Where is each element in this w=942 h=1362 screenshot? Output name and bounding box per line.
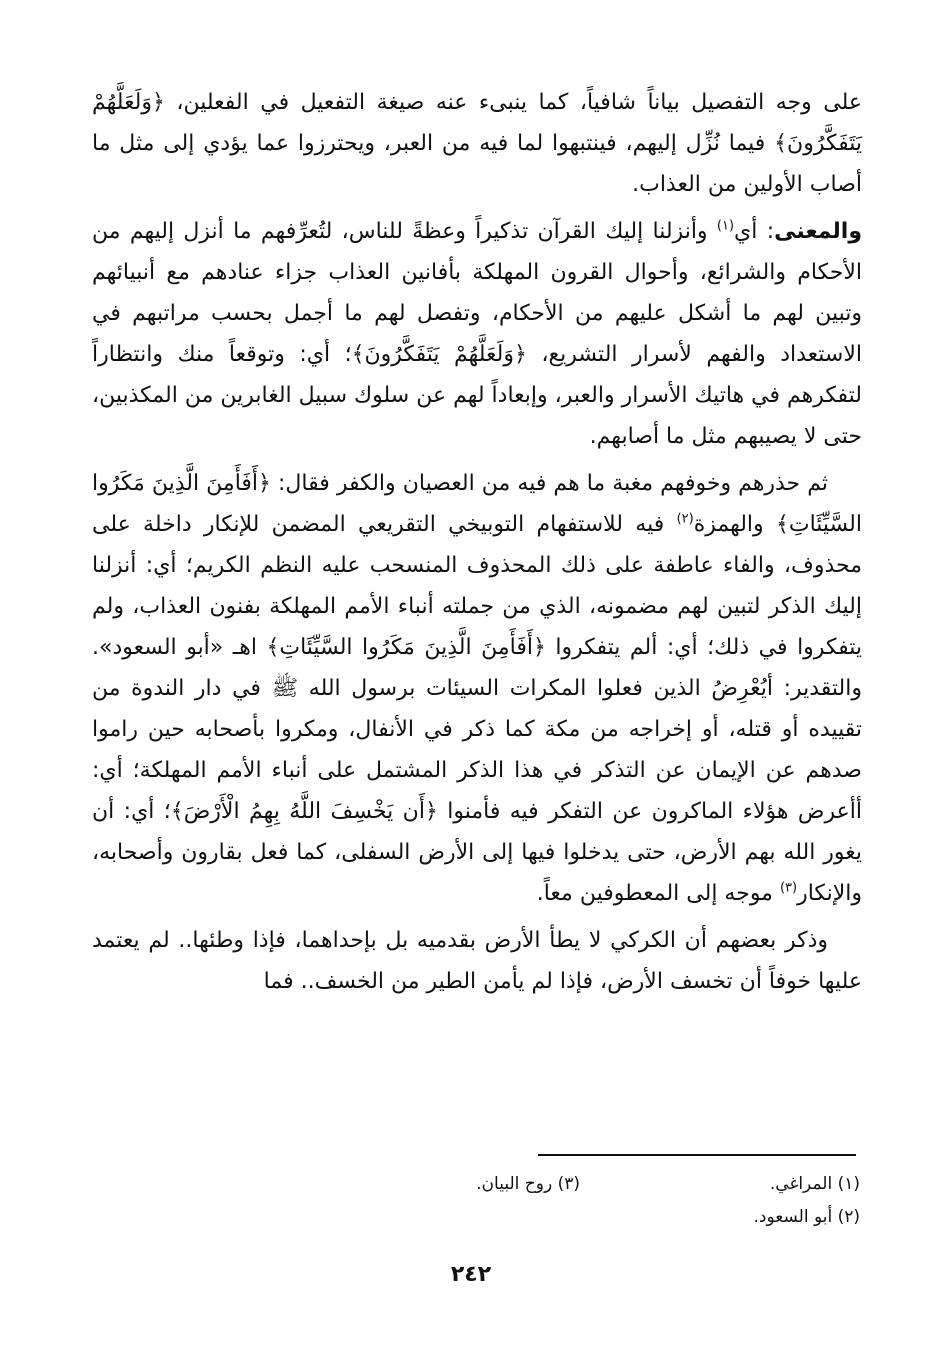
footnote-marker[interactable]: (٣) xyxy=(779,880,798,896)
text: على وجه التفصيل بياناً شافياً، كما ينبىء عنه صيغة التفعيل في الفعلين، xyxy=(164,90,862,115)
main-text xyxy=(92,82,862,1008)
text: فيما نُزِّل إليهم، فينتبهوا لما فيه من العبر، ويحترزوا عما يؤدي إلى مثل ما أصاب الأولين من العذاب. xyxy=(92,131,862,197)
paragraph-lead: والمعنى xyxy=(774,219,862,244)
text: موجه إلى المعطوفين معاً. xyxy=(536,881,780,906)
text: : أي xyxy=(734,219,775,244)
page-number: ٢٤٢ xyxy=(450,1262,492,1287)
paragraph-3 xyxy=(92,463,862,914)
text: وذكر بعضهم أن الكركي لا يطأ الأرض بقدميه بل بإحداهما، فإذا وطئها.. لم يعتمد عليها خوفاً أن تخسف الأرض، فإذا لم يأمن الطير من الخسف.. فما xyxy=(92,928,862,994)
quran-verse: ﴿وَلَعَلَّهُمْ يَتَفَكَّرُونَ﴾ xyxy=(351,342,527,367)
footnote-1: (١) المراغي. xyxy=(769,1174,860,1194)
quran-verse: ﴿أَفَأَمِنَ الَّذِينَ مَكَرُوا السَّيِّئَاتِ﴾ xyxy=(92,471,862,537)
text: ؛ أي: أن يغور الله بهم الأرض، حتى يدخلوا فيها إلى الأرض السفلى، كما فعل بقارون وأصحابه، والإنكار xyxy=(92,799,862,906)
text: ثم حذرهم وخوفهم مغبة ما هم فيه من العصيان والكفر فقال: xyxy=(270,471,828,496)
footnote-3: (٣) روح البيان. xyxy=(476,1174,580,1194)
quran-verse: ﴿أَفَأَمِنَ الَّذِينَ مَكَرُوا السَّيِّئَاتِ﴾ xyxy=(266,635,546,660)
paragraph-2 xyxy=(92,211,862,457)
paragraph-4 xyxy=(92,920,862,1002)
footnote-marker[interactable]: (١) xyxy=(716,218,735,234)
footnote-marker[interactable]: (٢) xyxy=(676,511,694,527)
footnote-row xyxy=(300,1168,860,1201)
text: ؛ أي: وتوقعاً منك وانتظاراً لتفكرهم في هاتيك الأسرار والعبر، وإبعاداً لهم عن سلوك سبيل الغابرين من المكذبين، حتى لا يصيبهم مثل ما أصابهم. xyxy=(92,342,862,449)
text: اهـ «أبو السعود». والتقدير: أيُعْرِضُ الذين فعلوا المكرات السيئات برسول الله ﷺ في دار الندوة من تقييده أو قتله، أو إخراجه من مكة كما ذكر في الأنفال، ومكروا بأصحابه حين راموا صدهم عن الإيمان عن التذكر في هذا الذكر المشتمل على أنباء الأمم المهلكة؛ أي: أأعرض هؤلاء الماكرون عن التفكر فيه فأمنوا xyxy=(92,635,862,824)
footnote-divider xyxy=(538,1154,856,1156)
footnote-2: (٢) أبو السعود. xyxy=(753,1207,860,1227)
paragraph-1 xyxy=(92,82,862,205)
footnote-row xyxy=(300,1201,860,1234)
text: وأنزلنا إليك القرآن تذكيراً وعظةً للناس، لتُعرِّفهم ما أنزل إليهم من الأحكام والشرائع، وأحوال القرون المهلكة بأفانين العذاب جزاء عنادهم مع أنبيائهم وتبين لهم ما أشكل عليهم من الأحكام، وتفصل لهم ما أجمل بحسب مراتبهم في الاستعداد والفهم لأسرار التشريع، xyxy=(92,219,862,367)
footnotes xyxy=(300,1168,860,1234)
text: والهمزة xyxy=(693,512,776,537)
quran-verse: ﴿وَلَعَلَّهُمْ يَتَفَكَّرُونَ﴾ xyxy=(92,90,862,156)
quran-verse: ﴿أَن يَخْسِفَ اللَّهُ بِهِمُ الْأَرْضَ﴾ xyxy=(170,799,438,824)
text: فيه للاستفهام التوبيخي التقريعي المضمن للإنكار داخلة على محذوف، والفاء عاطفة على ذلك المحذوف المنسحب عليه النظم الكريم؛ أي: أنزلنا إليك الذكر لتبين لهم مضمونه، الذي من جملته أنباء الأمم المهلكة بفنون العذاب، ولم يتفكروا في ذلك؛ أي: ألم يتفكروا xyxy=(92,512,862,660)
